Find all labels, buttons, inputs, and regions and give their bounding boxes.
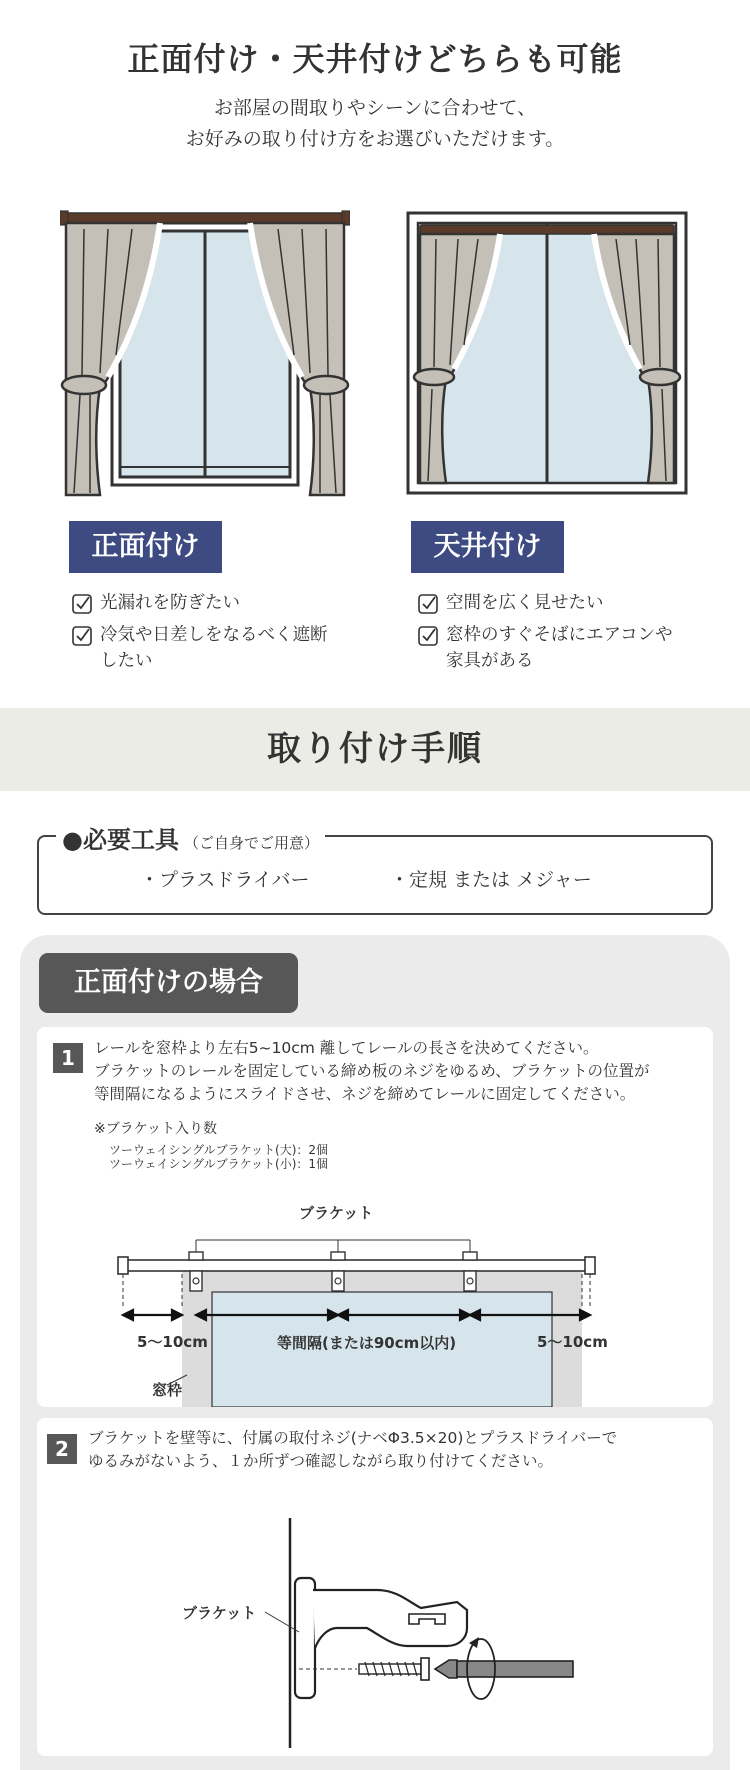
- top-section: [0, 0, 750, 708]
- front-mount-tag: 正面付け: [69, 521, 222, 573]
- bracket-note-title: ※ブラケット入り数: [94, 1121, 218, 1137]
- right-gap-label: 5～10cm: [537, 1333, 608, 1351]
- window-frame-label: 窓枠: [152, 1381, 183, 1399]
- subtitle-line-2: お好みの取り付け方をお選びいただけます。: [185, 128, 565, 150]
- ceiling-check-2: [418, 622, 718, 674]
- bracket-note-line: ツーウェイシングルブラケット(大)：2個: [109, 1143, 329, 1157]
- tools-heading: ●必要工具: [62, 826, 179, 854]
- checkbox-icon: [418, 626, 438, 646]
- page-title: 正面付け・天井付けどちらも可能: [127, 40, 623, 78]
- checkbox-icon: [418, 594, 438, 614]
- check-text: 窓枠のすぐそばにエアコンや: [446, 625, 673, 645]
- rail-bracket-label: ブラケット: [299, 1204, 374, 1222]
- front-check-1: [72, 590, 352, 616]
- step-line: ゆるみがないよう、１か所ずつ確認しながら取り付けてください。: [88, 1452, 554, 1470]
- check-text: 冷気や日差しをなるべく遮断: [100, 625, 328, 645]
- procedure-title: 取り付け手順: [267, 729, 483, 769]
- checkbox-icon: [72, 626, 92, 646]
- step-number: 2: [47, 1434, 77, 1464]
- check-text: 光漏れを防ぎたい: [100, 593, 240, 613]
- tool-item: ・定規 または メジャー: [390, 869, 592, 891]
- tools-note: （ご自身でご用意）: [184, 834, 320, 852]
- step-line: ブラケットを壁等に、付属の取付ネジ(ナベΦ3.5×20)とプラスドライバーで: [88, 1429, 618, 1447]
- subtitle-line-1: お部屋の間取りやシーンに合わせて、: [213, 97, 537, 119]
- interval-label: 等間隔(または90cm以内): [277, 1334, 457, 1352]
- check-text-cont: 家具がある: [446, 651, 534, 671]
- step-number: 1: [53, 1043, 83, 1073]
- step-2-card: [37, 1418, 713, 1756]
- step-1-card: [37, 1027, 713, 1407]
- check-text: 空間を広く見せたい: [446, 593, 604, 613]
- tools-legend: [56, 820, 325, 855]
- bracket-note-line: ツーウェイシングルブラケット(小)：1個: [109, 1157, 329, 1171]
- case-label: 正面付けの場合: [39, 953, 298, 1013]
- ceiling-mount-tag: 天井付け: [411, 521, 564, 573]
- tool-item: ・プラスドライバー: [140, 869, 310, 891]
- bracket-install-diagram: [37, 1498, 713, 1753]
- ceiling-mount-illustration: [402, 205, 692, 500]
- check-text-cont: したい: [100, 651, 153, 671]
- front-mount-illustration: [60, 205, 350, 500]
- step-line: 等間隔になるようにスライドさせ、ネジを締めてレールに固定してください。: [94, 1085, 636, 1103]
- ceiling-check-1: [418, 590, 718, 616]
- front-check-2: [72, 622, 352, 674]
- bracket-label: ブラケット: [182, 1604, 257, 1622]
- step-line: レールを窓枠より左右5~10cm 離してレールの長さを決めてください。: [94, 1039, 599, 1057]
- procedure-band: [0, 708, 750, 791]
- left-gap-label: 5～10cm: [137, 1333, 208, 1351]
- checkbox-icon: [72, 594, 92, 614]
- step-line: ブラケットのレールを固定している締め板のネジをゆるめ、ブラケットの位置が: [94, 1062, 650, 1080]
- rail-diagram: [37, 1177, 713, 1407]
